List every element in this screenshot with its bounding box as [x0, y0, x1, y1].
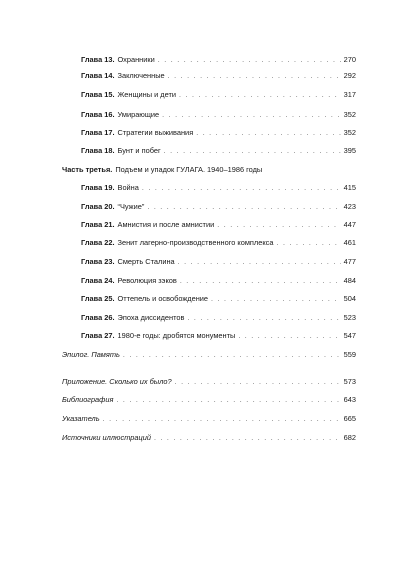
- toc-entry[interactable]: [81, 126, 356, 140]
- page-number: 643: [343, 395, 356, 404]
- toc-entry[interactable]: [81, 69, 356, 83]
- chapter-title: Амнистия и после амнистии: [117, 220, 215, 229]
- page-number: 395: [343, 146, 356, 155]
- chapter-number: Глава 21.: [81, 220, 115, 229]
- chapter-title: Смерть Сталина: [117, 257, 175, 266]
- chapter-number: Глава 25.: [81, 294, 115, 303]
- page-number: 352: [343, 110, 356, 119]
- page-number: 352: [343, 128, 356, 137]
- chapter-number: Глава 20.: [81, 202, 115, 211]
- entry-title: Источники иллюстраций: [62, 433, 151, 442]
- page-number: 682: [343, 433, 356, 442]
- page-number: 573: [343, 377, 356, 386]
- page-number: 447: [343, 220, 356, 229]
- dot-leader: [217, 219, 340, 233]
- dot-leader: [142, 182, 341, 196]
- chapter-title: Революция зэков: [117, 276, 177, 285]
- chapter-title: “Чужие”: [117, 202, 145, 211]
- toc-entry[interactable]: [81, 292, 356, 306]
- chapter-number: Глава 18.: [81, 146, 115, 155]
- toc-entry[interactable]: [81, 144, 356, 158]
- toc-entry[interactable]: [81, 88, 356, 102]
- toc-entry[interactable]: [81, 274, 356, 288]
- chapter-number: Глава 14.: [81, 71, 115, 80]
- dot-leader: [276, 237, 340, 251]
- toc-entry[interactable]: [81, 181, 356, 195]
- chapter-title: 1980-е годы: дробятся монументы: [117, 331, 236, 340]
- chapter-title: Эпоха диссидентов: [117, 313, 185, 322]
- toc-entry[interactable]: [81, 53, 356, 67]
- chapter-number: Глава 13.: [81, 55, 115, 64]
- dot-leader: [179, 89, 341, 103]
- entry-title: Приложение. Сколько их было?: [62, 377, 172, 386]
- entry-title: Указатель: [62, 414, 100, 423]
- chapter-number: Глава 17.: [81, 128, 115, 137]
- dot-leader: [116, 394, 340, 408]
- page-number: 415: [343, 183, 356, 192]
- page-number: 504: [343, 294, 356, 303]
- toc-entry[interactable]: [81, 108, 356, 122]
- dot-leader: [164, 145, 341, 159]
- toc-entry-bibliography[interactable]: [62, 393, 356, 407]
- dot-leader: [180, 275, 341, 289]
- entry-title: Библиография: [62, 395, 114, 404]
- page-number: 559: [343, 350, 356, 359]
- page-number: 270: [343, 55, 356, 64]
- chapter-number: Глава 26.: [81, 313, 115, 322]
- chapter-number: Глава 22.: [81, 238, 115, 247]
- toc-entry-appendix[interactable]: [62, 375, 356, 389]
- dot-leader: [196, 127, 340, 141]
- entry-title: Эпилог. Память: [62, 350, 120, 359]
- chapter-title: Зенит лагерно-производственного комплекса: [117, 238, 274, 247]
- dot-leader: [178, 256, 341, 270]
- chapter-title: Охранники: [117, 55, 155, 64]
- dot-leader: [123, 349, 341, 363]
- dot-leader: [154, 432, 341, 446]
- toc-entry-illustrations[interactable]: [62, 431, 356, 445]
- part-heading[interactable]: [62, 163, 262, 177]
- chapter-number: Глава 15.: [81, 90, 115, 99]
- toc-entry[interactable]: [81, 236, 356, 250]
- page-number: 292: [343, 71, 356, 80]
- dot-leader: [187, 312, 340, 326]
- chapter-number: Глава 16.: [81, 110, 115, 119]
- page-number: 665: [343, 414, 356, 423]
- page-number: 484: [343, 276, 356, 285]
- dot-leader: [175, 376, 341, 390]
- toc-entry[interactable]: [81, 329, 356, 343]
- dot-leader: [238, 330, 340, 344]
- chapter-title: Война: [117, 183, 139, 192]
- chapter-title: Женщины и дети: [117, 90, 176, 99]
- chapter-number: Глава 24.: [81, 276, 115, 285]
- toc-entry[interactable]: [81, 200, 356, 214]
- page-number: 523: [343, 313, 356, 322]
- chapter-number: Глава 23.: [81, 257, 115, 266]
- chapter-title: Заключенные: [117, 71, 165, 80]
- dot-leader: [162, 109, 340, 123]
- page-number: 477: [343, 257, 356, 266]
- dot-leader: [168, 70, 341, 84]
- dot-leader: [147, 201, 340, 215]
- chapter-title: Оттепель и освобождение: [117, 294, 209, 303]
- part-number: Часть третья.: [62, 165, 113, 174]
- chapter-number: Глава 19.: [81, 183, 115, 192]
- toc-entry-index[interactable]: [62, 412, 356, 426]
- dot-leader: [158, 54, 341, 68]
- toc-entry-epilogue[interactable]: [62, 348, 356, 362]
- dot-leader: [211, 293, 341, 307]
- page-number: 317: [343, 90, 356, 99]
- chapter-number: Глава 27.: [81, 331, 115, 340]
- toc-entry[interactable]: [81, 255, 356, 269]
- page-number: 461: [343, 238, 356, 247]
- page-number: 547: [343, 331, 356, 340]
- page-number: 423: [343, 202, 356, 211]
- chapter-title: Стратегии выживания: [117, 128, 194, 137]
- toc-entry[interactable]: [81, 218, 356, 232]
- chapter-title: Умирающие: [117, 110, 160, 119]
- dot-leader: [103, 413, 341, 427]
- part-title: Подъем и упадок ГУЛАГА. 1940–1986 годы: [115, 165, 263, 174]
- toc-entry[interactable]: [81, 311, 356, 325]
- chapter-title: Бунт и побег: [117, 146, 161, 155]
